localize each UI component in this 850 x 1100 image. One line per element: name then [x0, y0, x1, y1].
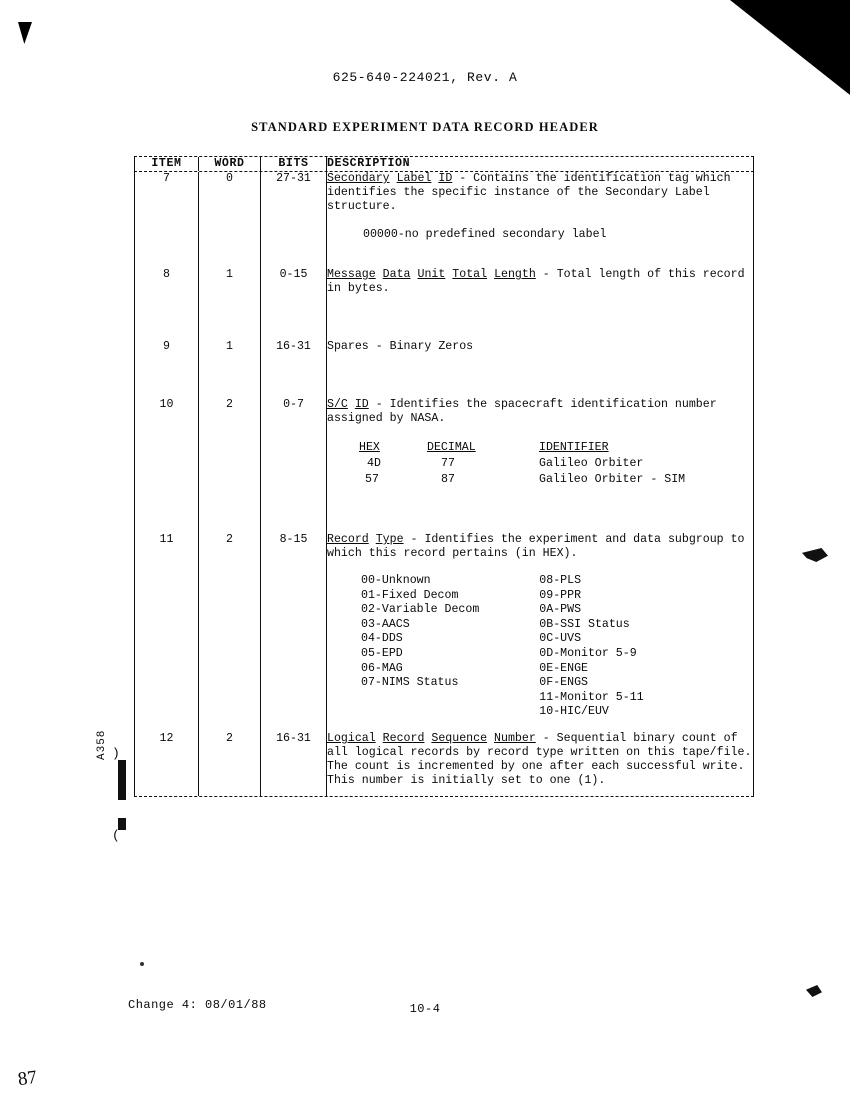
- cell-item: 12: [135, 732, 199, 796]
- table-header-row: [135, 157, 754, 171]
- document-number: 625-640-224021, Rev. A: [332, 70, 518, 85]
- cell-description: [327, 172, 754, 268]
- term-word: Number: [494, 731, 536, 745]
- cell-word: 1: [199, 340, 261, 398]
- record-type-code-list: [361, 574, 753, 720]
- table-row: [135, 268, 754, 340]
- cell-bits: 0-7: [261, 398, 327, 533]
- column-header-description: DESCRIPTION: [327, 157, 754, 171]
- data-record-header-table: [134, 156, 754, 797]
- subtable-row: [359, 473, 685, 487]
- subtable-cell-decimal: 77: [441, 457, 455, 470]
- code-entry: 0B-SSI Status: [539, 617, 630, 631]
- cell-word: 2: [199, 398, 261, 533]
- subtable-cell-decimal: 87: [441, 473, 455, 486]
- term-word: Label: [396, 172, 432, 185]
- column-header-item: ITEM: [135, 157, 199, 171]
- description-text: - Sequential binary count of all logical records by record type written on this tape/file. The count is incremented by one after each successful write. This number is initially set to one (1).: [327, 731, 752, 787]
- cell-bits: 0-15: [261, 268, 327, 340]
- subtable-header-decimal: DECIMAL: [427, 441, 476, 454]
- code-entry: 01-Fixed Decom: [361, 588, 459, 602]
- cell-bits: 8-15: [261, 533, 327, 732]
- code-entry: 0E-ENGE: [539, 661, 588, 675]
- subtable-row: [359, 457, 685, 471]
- table-row: [135, 732, 754, 796]
- subtable-cell-hex: 57: [365, 473, 379, 486]
- cell-word: 0: [199, 172, 261, 268]
- cell-description: [327, 340, 754, 398]
- term-word: S/C: [327, 398, 348, 411]
- column-header-word: WORD: [199, 157, 261, 171]
- subtable-cell-identifier: Galileo Orbiter - SIM: [539, 473, 686, 486]
- spacecraft-id-subtable: [357, 439, 687, 489]
- term-word: ID: [354, 398, 369, 411]
- cell-bits: 16-31: [261, 732, 327, 796]
- term-word: Total: [452, 268, 488, 281]
- subtable-cell-identifier: Galileo Orbiter: [539, 457, 644, 470]
- column-header-bits: BITS: [261, 157, 327, 171]
- term-word: Record: [327, 533, 369, 546]
- code-entry: 09-PPR: [539, 588, 582, 602]
- cell-word: 1: [199, 268, 261, 340]
- subtable-header-hex: HEX: [359, 441, 380, 454]
- term-word: Length: [494, 268, 536, 281]
- handwritten-mark: 87: [16, 1066, 39, 1091]
- binding-mark-upper: [118, 760, 126, 800]
- code-entry: 00-Unknown: [361, 574, 431, 587]
- code-entry: 07-NIMS Status: [361, 676, 459, 690]
- code-column-left: [361, 574, 479, 720]
- code-entry: 0C-UVS: [539, 632, 582, 646]
- description-text: - Binary Zeros: [375, 340, 474, 353]
- subtable-cell-hex: 4D: [367, 457, 381, 470]
- cell-item: 10: [135, 398, 199, 533]
- subtable-header-identifier: IDENTIFIER: [539, 441, 609, 454]
- subtable-header-row: [359, 441, 685, 455]
- cell-description: [327, 533, 754, 732]
- cell-item: 7: [135, 172, 199, 268]
- footer-change-note: Change 4: 08/01/88: [128, 998, 267, 1012]
- term-word: Logical: [327, 731, 376, 745]
- cell-bits: 27-31: [261, 172, 327, 268]
- term-word: Message: [327, 268, 376, 281]
- margin-paren-top: ): [112, 746, 120, 761]
- cell-bits: 16-31: [261, 340, 327, 398]
- description-text: - Contains the identification tag which identifies the specific instance of the Secondary Label structure.: [327, 172, 731, 213]
- margin-paren-bottom: (: [112, 828, 120, 843]
- term-word: Secondary: [327, 172, 390, 185]
- description-text: - Identifies the spacecraft identification number assigned by NASA.: [327, 398, 717, 425]
- table-bottom-rule: [134, 796, 754, 797]
- cell-word: 2: [199, 732, 261, 796]
- cell-description: [327, 732, 754, 796]
- table-row: [135, 533, 754, 732]
- code-entry: 04-DDS: [361, 632, 403, 646]
- code-entry: 0A-PWS: [539, 603, 582, 617]
- description-text: - Identifies the experiment and data subgroup to which this record pertains (in HEX).: [327, 533, 745, 560]
- term-word: Data: [382, 268, 411, 281]
- code-entry: 11-Monitor 5-11: [539, 690, 644, 704]
- description-note: 00000-no predefined secondary label: [363, 228, 607, 241]
- term-label: Spares: [327, 340, 369, 353]
- code-entry: 08-PLS: [539, 574, 582, 587]
- cell-item: 8: [135, 268, 199, 340]
- table-row: [135, 340, 754, 398]
- table-row: [135, 398, 754, 533]
- cell-item: 11: [135, 533, 199, 732]
- code-entry: 03-AACS: [361, 617, 410, 631]
- cell-description: [327, 268, 754, 340]
- scan-artifact-top-left: [18, 22, 32, 44]
- code-entry: 06-MAG: [361, 661, 403, 675]
- term-word: ID: [438, 172, 453, 185]
- cell-description: [327, 398, 754, 533]
- code-entry: 0D-Monitor 5-9: [539, 646, 637, 660]
- scan-artifact-right-blob: [802, 548, 828, 562]
- code-column-right: [539, 574, 643, 720]
- cell-word: 2: [199, 533, 261, 732]
- footer-page-number: 10-4: [409, 1002, 441, 1016]
- code-entry: 02-Variable Decom: [361, 603, 480, 617]
- code-entry: 0F-ENGS: [539, 676, 588, 690]
- description-text: - Total length of this record in bytes.: [327, 268, 745, 295]
- term-word: Sequence: [431, 731, 488, 745]
- page-title: STANDARD EXPERIMENT DATA RECORD HEADER: [251, 120, 599, 134]
- margin-side-label: A358: [96, 729, 108, 760]
- scan-artifact-lower-right-blob: [806, 985, 822, 997]
- table-row: [135, 172, 754, 268]
- cell-item: 9: [135, 340, 199, 398]
- code-entry: 05-EPD: [361, 646, 403, 660]
- scan-artifact-smudge: [140, 962, 144, 966]
- term-word: Record: [382, 731, 425, 745]
- term-word: Unit: [417, 268, 446, 281]
- term-word: Type: [375, 533, 404, 546]
- code-entry: 10-HIC/EUV: [539, 705, 609, 719]
